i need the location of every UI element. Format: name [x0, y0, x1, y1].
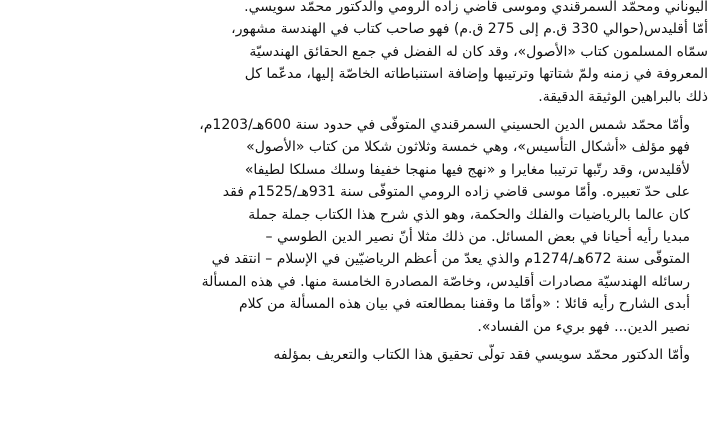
- paragraph-2-line-6: مبديا رأيه أحيانا في بعض المسائل. من ذلك مثلا أنّ نصير الدين الطوسي –: [265, 229, 690, 246]
- paragraph-1-line-2: أمّا أقليدس(حوالي 330 ق.م إلى 275 ق.م) فهو صاحب كتاب في الهندسة مشهور،: [231, 21, 708, 38]
- paragraph-2-line-8: رسائله الهندسيّة مصادرات أقليدس، وخاصّة المصادرة الخامسة منها. في هذه المسألة: [201, 273, 690, 290]
- paragraph-2-line-3: لأقليدس، وقد رتّبها ترتيبا مغايرا و «نهج فيها منهجا خفيفا وسلك مسلكا لطيفا»: [244, 161, 690, 178]
- paragraph-1-line-5: ذلك بالبراهين الوثيقة الدقيقة.: [538, 88, 708, 105]
- paragraph-2-line-4: على حدّ تعبيره. وأمّا موسى قاضي زاده الرومي المتوفّى سنة 931هـ/1525م فقد: [222, 184, 690, 201]
- paragraph-3: [4, 344, 708, 366]
- paragraph-3-line-1: وأمّا الدكتور محمّد سويسي فقد تولّى تحقيق هذا الكتاب والتعريف بمؤلفه: [273, 347, 690, 364]
- document-body: [4, 0, 708, 367]
- paragraph-1-line-3: سمّاه المسلمون كتاب «الأصول»، وقد كان له الفضل في جمع الحقائق الهندسيّة: [249, 43, 708, 60]
- paragraph-2-line-10: نصير الدين... فهو بريء من الفساد».: [477, 318, 690, 335]
- paragraph-2-line-7: المتوفّى سنة 672هـ/1274م والذي يعدّ من أعظم الرياضيّين في الإسلام – انتقد في: [211, 251, 690, 268]
- paragraph-2-line-9: أبدى الشارح رأيه قائلا : «وأمّا ما وقفنا بمطالعته في بيان هذه المسألة من كلام: [238, 296, 690, 313]
- page-edge: [0, 435, 722, 445]
- paragraph-2: [4, 114, 708, 338]
- paragraph-2-line-5: كان عالما بالرياضيات والفلك والحكمة، وهو الذي شرح هذا الكتاب جملة جملة: [248, 206, 690, 223]
- paragraph-2-line-1: وأمّا محمّد شمس الدين الحسيني السمرقندي المتوفّى في حدود سنة 600هـ/1203م،: [199, 117, 690, 134]
- paragraph-1-line-4: المعروفة في زمنه ولمّ شتاتها وترتيبها وإضافة استنباطاته الخاصّة إليها، مدعّما كل: [244, 66, 708, 83]
- paragraph-1: [4, 0, 708, 108]
- paragraph-2-line-2: فهو مؤلف «أشكال التأسيس»، وهي خمسة وثلاثون شكلا من كتاب «الأصول»: [246, 139, 690, 156]
- paragraph-1-line-1: اليوناني ومحمّد السمرقندي وموسى قاضي زاده الرومي والدكتور محمّد سويسي.: [244, 0, 708, 15]
